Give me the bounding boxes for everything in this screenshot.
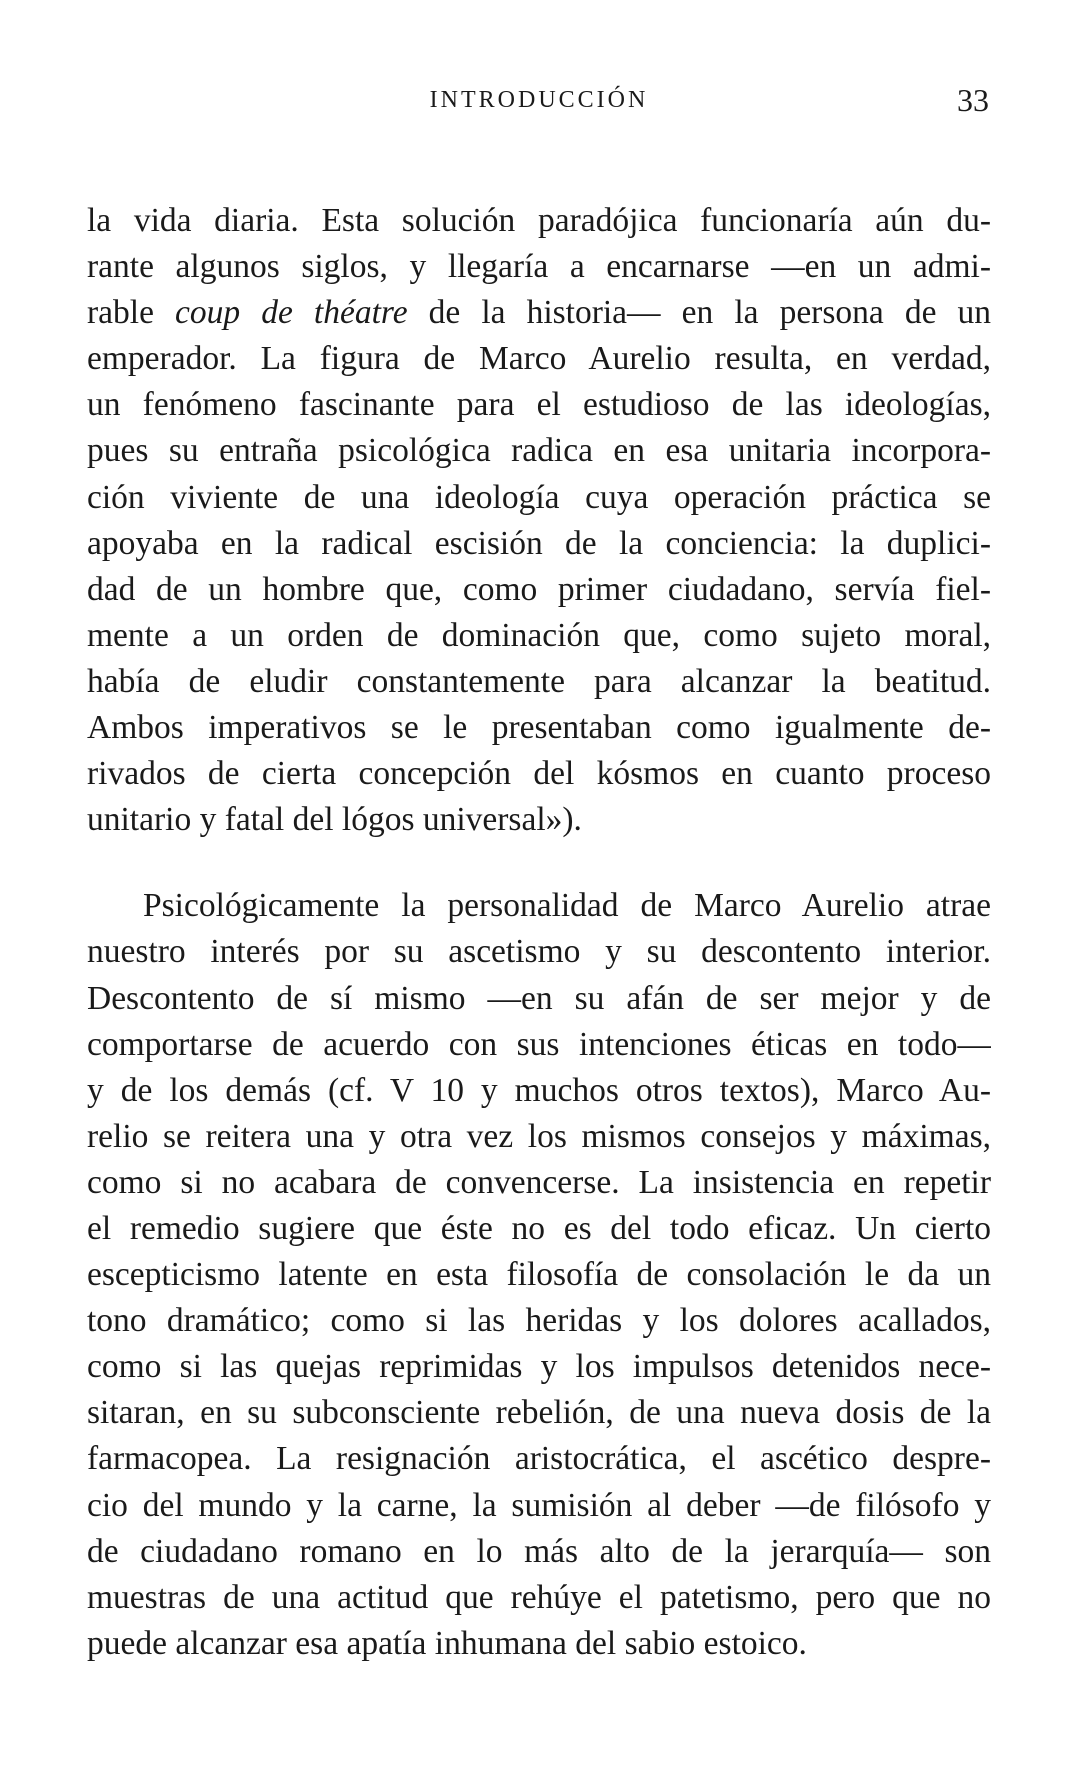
text-line: emperador. La figura de Marco Aurelio resulta, en verdad, <box>87 340 991 378</box>
text-line: ción viviente de una ideología cuya operación práctica se <box>87 478 991 516</box>
text-line: Psicológicamente la personalidad de Marco Aurelio atrae <box>143 887 991 925</box>
text-line: sitaran, en su subconsciente rebelión, de una nueva dosis de la <box>87 1394 991 1432</box>
text-line: Descontento de sí mismo —en su afán de ser mejor y de <box>87 979 991 1017</box>
text-line: de ciudadano romano en lo más alto de la jerarquía— son <box>87 1532 991 1570</box>
text-line: relio se reitera una y otra vez los mismos consejos y máximas, <box>87 1117 991 1155</box>
text-line: Ambos imperativos se le presentaban como igualmente de- <box>87 709 991 747</box>
text-line: como si las quejas reprimidas y los impulsos detenidos nece- <box>87 1348 991 1386</box>
text-line: rivados de cierta concepción del kósmos en cuanto proceso <box>87 755 991 793</box>
text-line: apoyaba en la radical escisión de la conciencia: la duplici- <box>87 524 991 562</box>
text-run: de la historia— en la persona de un <box>407 294 991 332</box>
text-line: muestras de una actitud que rehúye el patetismo, pero que no <box>87 1578 991 1616</box>
text-line: mente a un orden de dominación que, como sujeto moral, <box>87 616 991 654</box>
text-line: tono dramático; como si las heridas y los dolores acallados, <box>87 1302 991 1340</box>
text-line: puede alcanzar esa apatía inhumana del sabio estoico. <box>87 1624 807 1662</box>
running-title: INTRODUCCIÓN <box>429 87 649 113</box>
paragraph <box>87 883 991 1667</box>
text-line: un fenómeno fascinante para el estudioso de las ideologías, <box>87 386 991 424</box>
text-line: pues su entraña psicológica radica en esa unitaria incorpora- <box>87 432 991 470</box>
text-run: rable <box>87 294 176 332</box>
body-text <box>87 198 991 1667</box>
text-line: farmacopea. La resignación aristocrática, el ascético despre- <box>87 1440 991 1478</box>
text-line: comportarse de acuerdo con sus intenciones éticas en todo— <box>87 1025 991 1063</box>
text-line: unitario y fatal del lógos universal»). <box>87 801 582 839</box>
paragraph-spacer <box>87 843 991 883</box>
text-line: nuestro interés por su ascetismo y su descontento interior. <box>87 933 991 971</box>
text-line <box>87 290 991 336</box>
text-line: la vida diaria. Esta solución paradójica funcionaría aún du- <box>87 202 991 239</box>
text-line: dad de un hombre que, como primer ciudadano, servía fiel- <box>87 570 991 608</box>
text-line: había de eludir constantemente para alcanzar la beatitud. <box>87 662 991 700</box>
text-line: cio del mundo y la carne, la sumisión al deber —de filósofo y <box>87 1486 991 1524</box>
text-line: y de los demás (cf. V 10 y muchos otros textos), Marco Au- <box>87 1071 991 1109</box>
text-line: escepticismo latente en esta filosofía de consolación le da un <box>87 1256 991 1294</box>
running-head <box>87 80 991 120</box>
italic-phrase: coup de théatre <box>175 294 408 332</box>
paragraph <box>87 198 991 843</box>
text-line: el remedio sugiere que éste no es del todo eficaz. Un cierto <box>87 1209 991 1247</box>
text-line: como si no acabara de convencerse. La insistencia en repetir <box>87 1163 991 1201</box>
page-number: 33 <box>957 82 989 118</box>
text-line: rante algunos siglos, y llegaría a encarnarse —en un admi- <box>87 248 991 286</box>
